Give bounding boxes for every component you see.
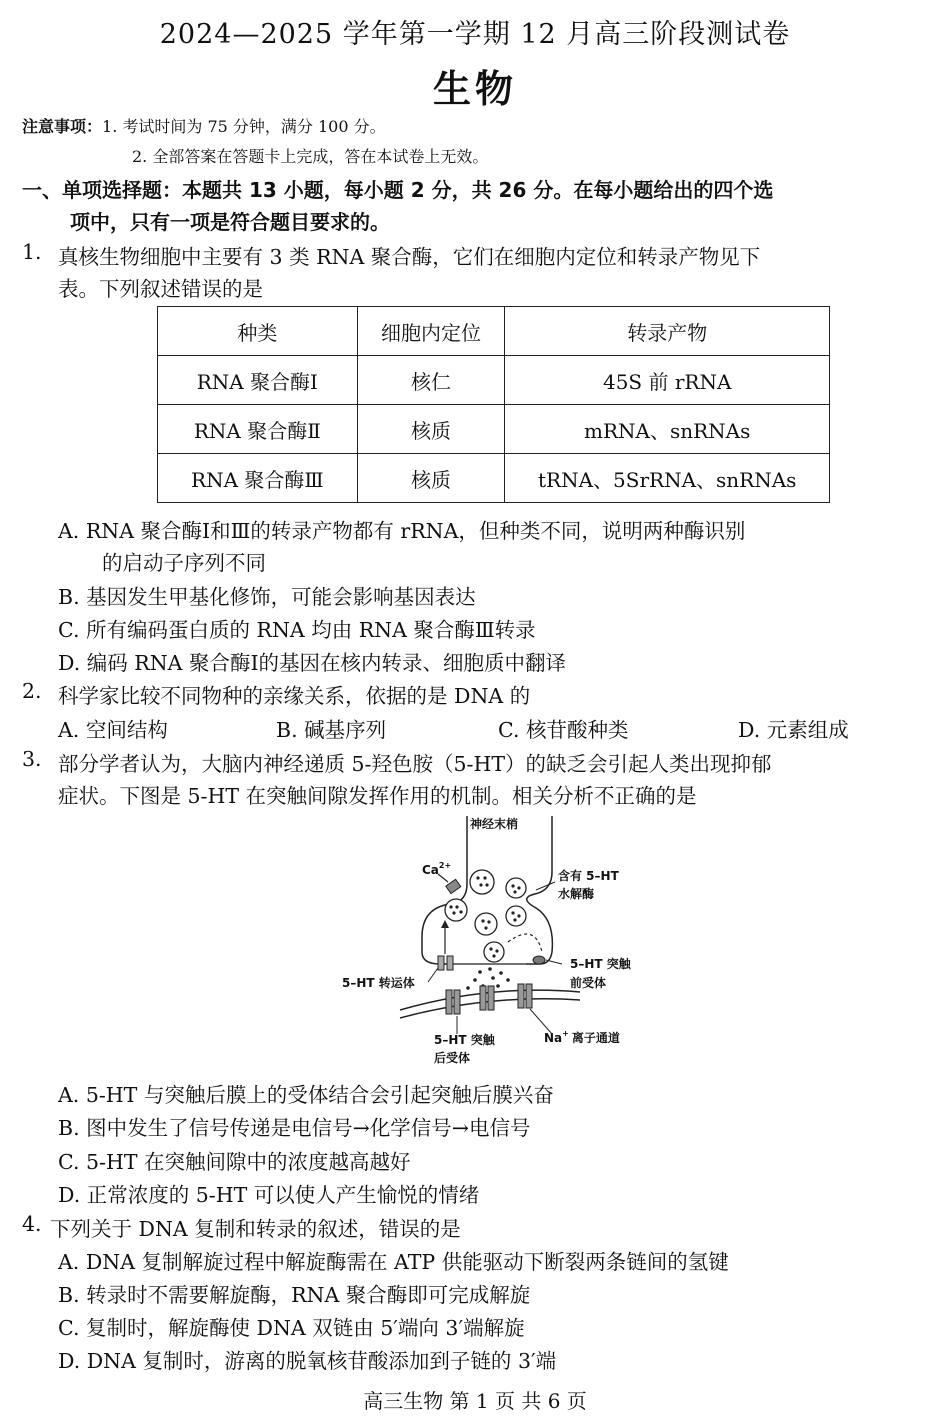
q4-option-d: D. DNA 复制时，游离的脱氧核苷酸添加到子链的 3′端 [58, 1349, 557, 1373]
subject-title: 生物 [432, 67, 517, 111]
q3-option-a: A. 5-HT 与突触后膜上的受体结合会引起突触后膜兴奋 [58, 1083, 554, 1107]
q3-stem-line-1: 部分学者认为，大脑内神经递质 5-羟色胺（5-HT）的缺乏会引起人类出现抑郁 [58, 752, 772, 776]
q3-option-d: D. 正常浓度的 5-HT 可以使人产生愉悦的情绪 [58, 1183, 480, 1207]
q1-number: 1. [22, 240, 42, 264]
q1-stem-line-1: 真核生物细胞中主要有 3 类 RNA 聚合酶，它们在细胞内定位和转录产物见下 [58, 245, 761, 269]
synapse-diagram [330, 812, 640, 1070]
q3-option-c: C. 5-HT 在突触间隙中的浓度越高越好 [58, 1150, 411, 1174]
exam-title: 2024—2025 学年第一学期 12 月高三阶段测试卷 [159, 19, 791, 50]
notice-label: 注意事项： [22, 117, 103, 136]
sodium-channel-text: 离子通道 [571, 1031, 620, 1045]
label-calcium [422, 861, 451, 877]
q3-number: 3. [22, 747, 42, 771]
label-hydrolase-1: 含有 5–HT [558, 869, 619, 883]
table-header-cell: 细胞内定位 [357, 307, 505, 356]
table-row [158, 405, 830, 454]
q2-option-c: C. 核苷酸种类 [498, 718, 629, 742]
calcium-charge: 2+ [438, 861, 452, 870]
calcium-arrow [438, 874, 448, 882]
notice-item-1: 1. 考试时间为 75 分钟，满分 100 分。 [102, 117, 386, 136]
q1-option-d: D. 编码 RNA 聚合酶Ⅰ的基因在核内转录、细胞质中翻译 [58, 651, 567, 675]
sodium-charge: + [562, 1029, 569, 1038]
label-presynaptic-receptor-1: 5–HT 突触 [570, 957, 631, 971]
table-header-cell: 转录产物 [505, 307, 830, 356]
q4-number: 4. [22, 1212, 42, 1236]
label-hydrolase-2: 水解酶 [558, 887, 595, 901]
q4-option-a: A. DNA 复制解旋过程中解旋酶需在 ATP 供能驱动下断裂两条链间的氢键 [58, 1250, 729, 1274]
page-footer: 高三生物 第 1 页 共 6 页 [363, 1389, 587, 1413]
label-postsynaptic-receptor-2: 后受体 [434, 1051, 471, 1065]
notice-item-2: 2. 全部答案在答题卡上完成，答在本试卷上无效。 [132, 147, 489, 166]
label-nerve-ending: 神经末梢 [470, 817, 519, 831]
q1-option-b: B. 基因发生甲基化修饰，可能会影响基因表达 [58, 585, 476, 609]
table-cell: 核质 [357, 454, 505, 503]
table-header-cell: 种类 [158, 307, 358, 356]
q3-stem-line-2: 症状。下图是 5-HT 在突触间隙发挥作用的机制。相关分析不正确的是 [58, 784, 697, 808]
label-transporter: 5–HT 转运体 [342, 976, 415, 990]
table-cell: mRNA、snRNAs [505, 405, 830, 454]
transporter-left [438, 956, 444, 970]
q2-option-a: A. 空间结构 [58, 718, 168, 742]
table-cell: RNA 聚合酶Ⅱ [158, 405, 358, 454]
q1-option-a-line-1: A. RNA 聚合酶Ⅰ和Ⅲ的转录产物都有 rRNA，但种类不同，说明两种酶识别 [58, 519, 746, 543]
q2-stem: 科学家比较不同物种的亲缘关系，依据的是 DNA 的 [58, 684, 531, 708]
q4-option-c: C. 复制时，解旋酶使 DNA 双链由 5′端向 3′端解旋 [58, 1316, 525, 1340]
label-postsynaptic-receptor-1: 5–HT 突触 [434, 1033, 495, 1047]
sodium-symbol: Na [544, 1031, 563, 1045]
table-cell: 核质 [357, 405, 505, 454]
label-sodium-channel [544, 1029, 620, 1045]
table-cell: tRNA、5SrRNA、snRNAs [505, 454, 830, 503]
table-cell: 45S 前 rRNA [505, 356, 830, 405]
table-cell: RNA 聚合酶Ⅰ [158, 356, 358, 405]
label-presynaptic-receptor-2: 前受体 [570, 976, 607, 990]
presynaptic-receptor [533, 956, 545, 964]
table-row [158, 356, 830, 405]
transporter-right [447, 956, 453, 970]
q2-option-d: D. 元素组成 [738, 718, 849, 742]
section-heading-line-1: 一、单项选择题：本题共 13 小题，每小题 2 分，共 26 分。在每小题给出的四个选 [22, 178, 774, 202]
section-heading-line-2: 项中，只有一项是符合题目要求的。 [70, 210, 390, 234]
postsynaptic-receptors [446, 984, 532, 1014]
q1-option-c: C. 所有编码蛋白质的 RNA 均由 RNA 聚合酶Ⅲ转录 [58, 618, 536, 642]
q3-option-b: B. 图中发生了信号传递是电信号→化学信号→电信号 [58, 1116, 531, 1140]
table-cell: 核仁 [357, 356, 505, 405]
q1-stem-line-2: 表。下列叙述错误的是 [58, 277, 263, 301]
calcium-symbol: Ca [422, 863, 439, 877]
rna-polymerase-table [157, 306, 830, 503]
q2-option-b: B. 碱基序列 [276, 718, 387, 742]
table-row [158, 454, 830, 503]
table-cell: RNA 聚合酶Ⅲ [158, 454, 358, 503]
notice-line-1 [22, 114, 386, 137]
recycle-arrow [508, 934, 542, 952]
q4-stem: 下列关于 DNA 复制和转录的叙述，错误的是 [50, 1217, 461, 1241]
q2-number: 2. [22, 679, 42, 703]
q4-option-b: B. 转录时不需要解旋酶，RNA 聚合酶即可完成解旋 [58, 1283, 531, 1307]
table-header-row [158, 307, 830, 356]
reuptake-arrowhead [441, 920, 449, 928]
q1-option-a-line-2: 的启动子序列不同 [102, 551, 266, 575]
